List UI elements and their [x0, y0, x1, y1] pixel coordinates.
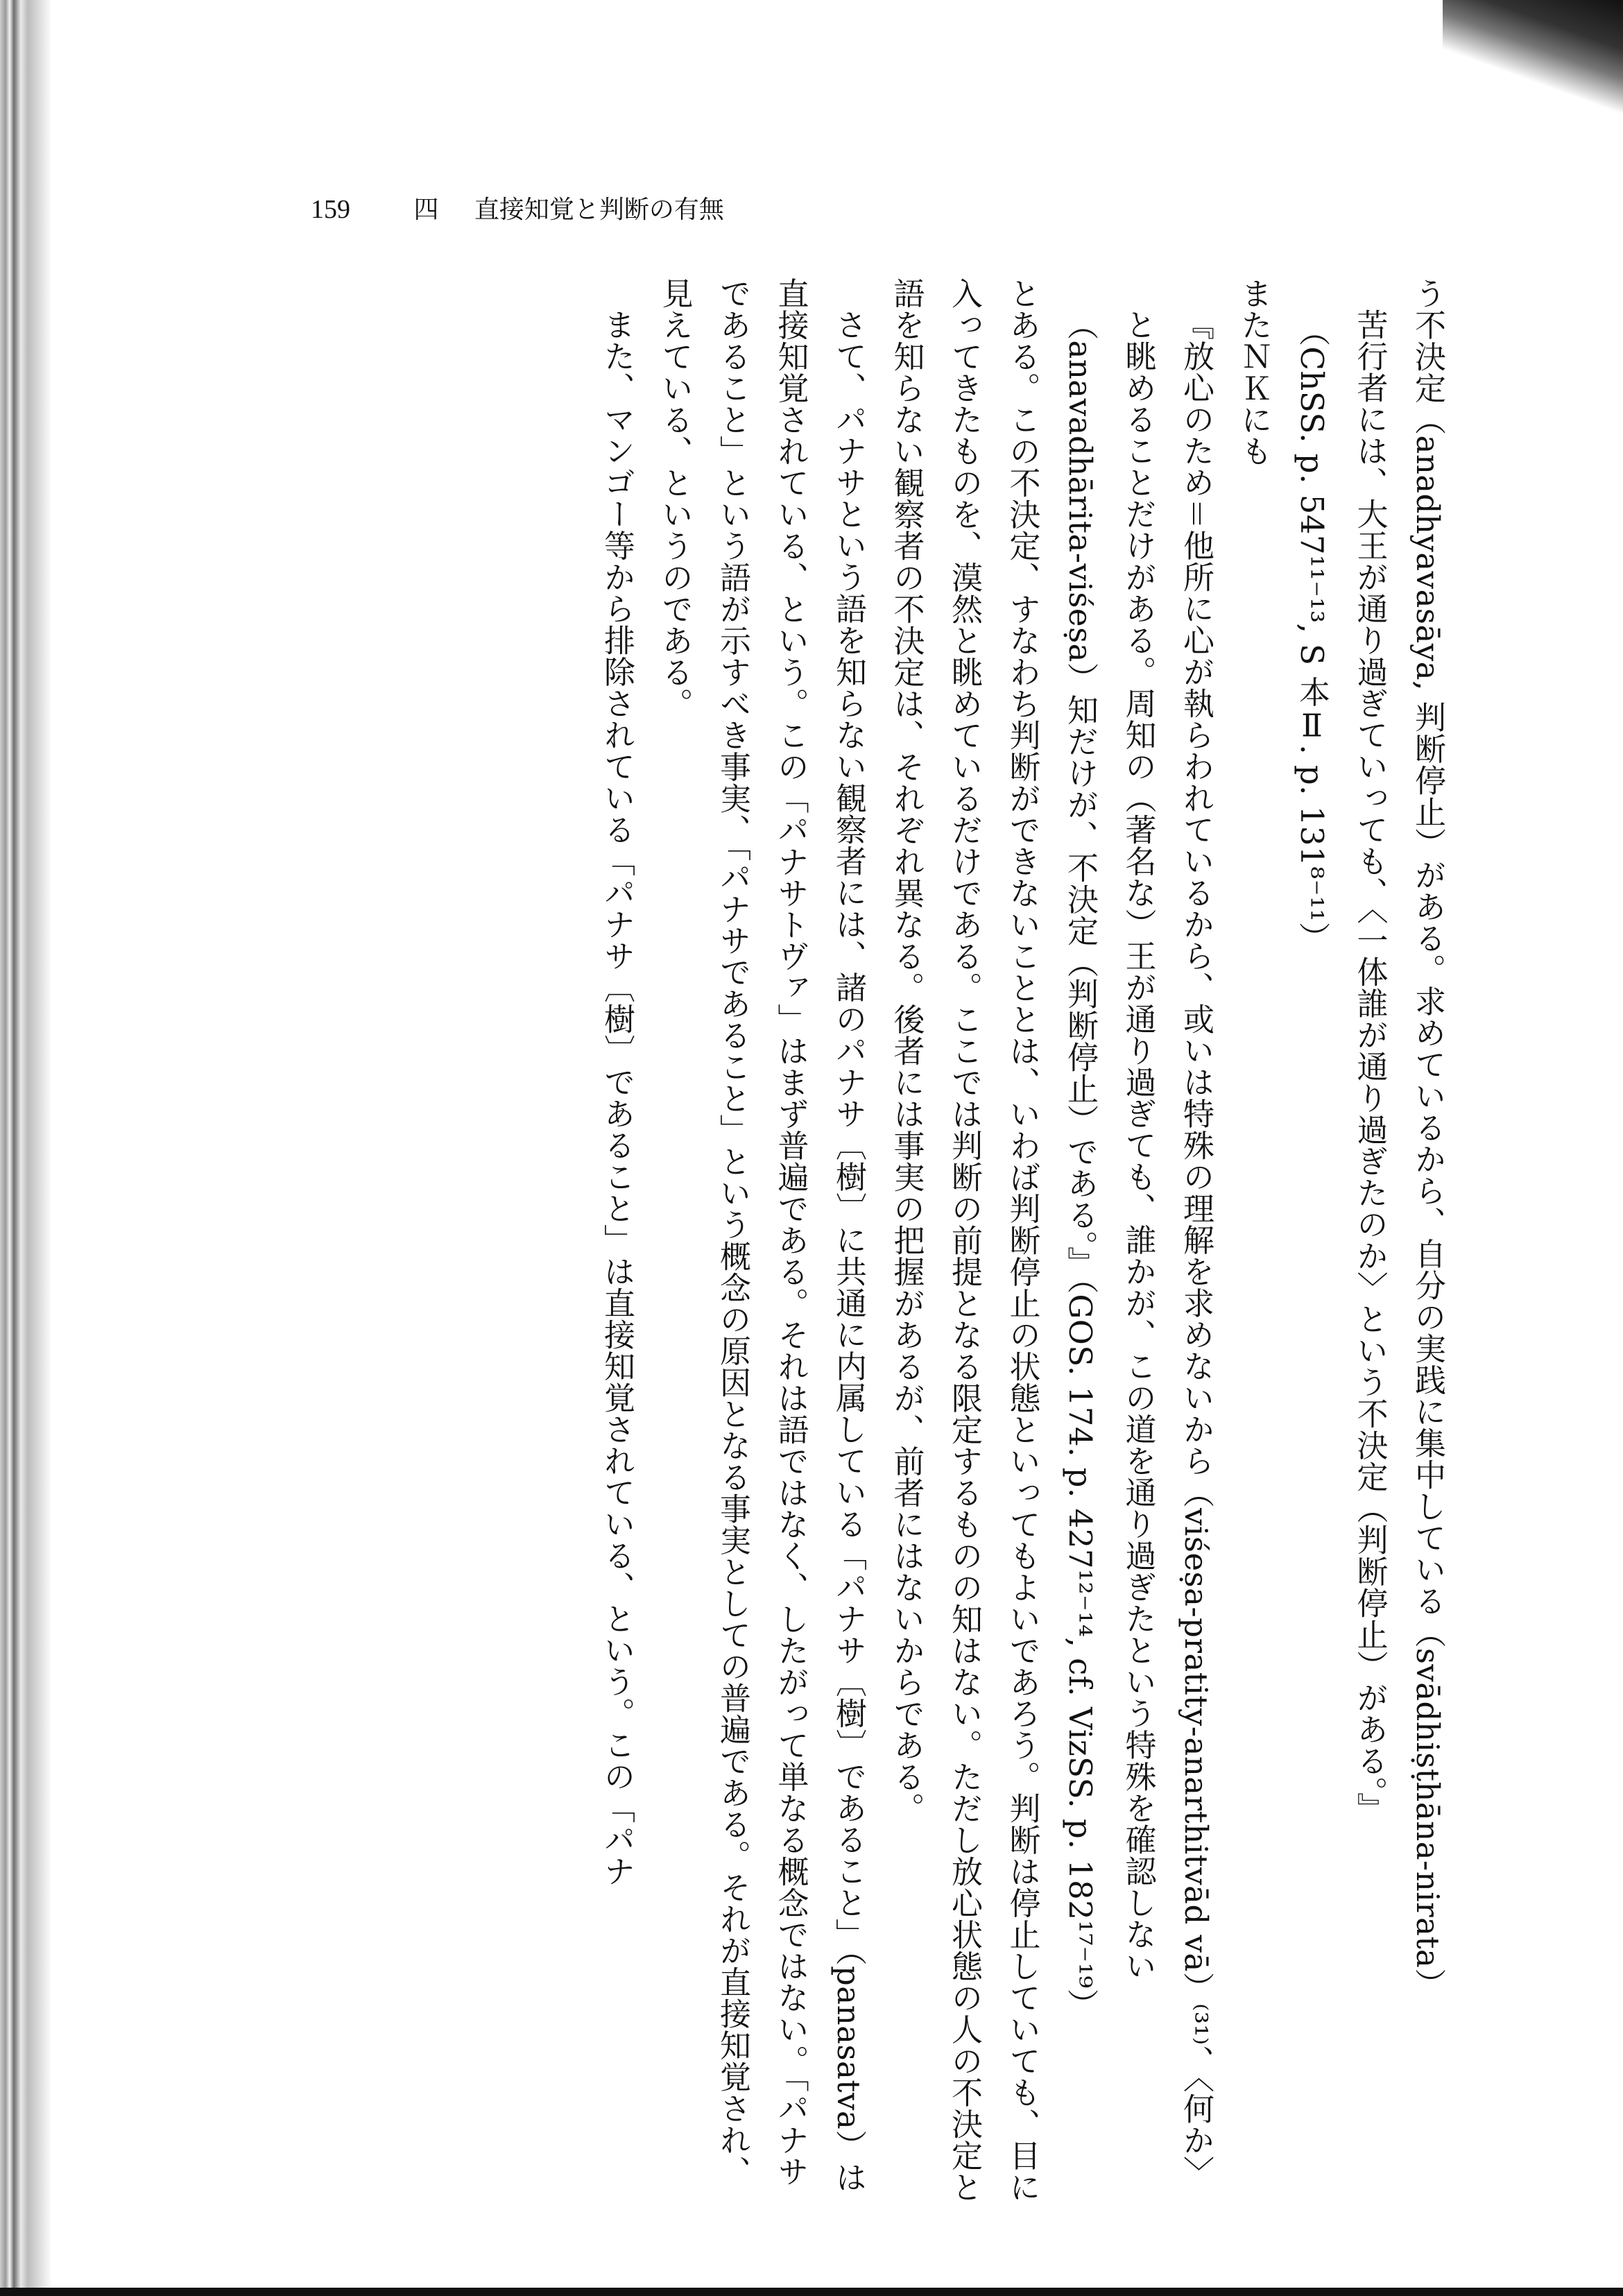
scan-corner-shadow	[1443, 0, 1623, 132]
page-number: 159	[311, 195, 350, 224]
paragraph: また、マンゴー等から排除されている「パナサ〔樹〕であること」は直接知覚されている、という。この「パナ	[599, 309, 635, 1887]
chapter-title: 直接知覚と判断の有無	[474, 196, 724, 224]
book-binding-shadow	[0, 0, 52, 2296]
citation: （ChSS. p. 547¹¹⁻¹³, S 本Ⅱ. p. 131⁸⁻¹¹）	[1294, 315, 1330, 954]
running-header	[311, 189, 724, 230]
paragraph-continued: う不決定（anadhyavasāya, 判断停止）がある。求めているから、自分の実践に集中している（svādhiṣṭhāna-nirata）	[1409, 277, 1446, 2000]
block-quote: 『放心のため＝他所に心が執らわれているから、或いは特殊の理解を求めないから（viśeṣa-pratity-anarthitvād vā）⁽³¹⁾、〈何か〉と眺めることだけがある。周知の（著名な）王が通り過ぎても、誰かが、この道を通り過ぎたという特殊を確認しない（anavadhārita-viśeṣa）知だけが、不決定（判断停止）である。』（GOS. 174. p. 427¹²⁻¹⁴, cf. VizSS. p. 182¹⁷⁻¹⁹）	[1062, 309, 1214, 2188]
paragraph: またＮＫにも	[1235, 277, 1273, 467]
paragraph: とある。この不決定、すなわち判断ができないこととは、いわば判断停止の状態といってもよいであろう。判断は停止していても、目に入ってきたものを、漠然と眺めているだけである。ここでは判断の前提となる限定するものの知はない。ただし放心状態の人の不決定と語を知らない観察者の不決定は、それぞれ異なる。後者には事実の把握があるが、前者にはないからである。	[888, 277, 1041, 2203]
chapter-number: 四	[413, 196, 439, 224]
paragraph-continued: 苦行者には、大王が通り過ぎていっても、〈一体誰が通り過ぎたのか〉という不決定（判断停止）がある。』	[1351, 309, 1389, 1824]
body-text	[291, 277, 1457, 2206]
paragraph: さて、パナサという語を知らない観察者には、諸のパナサ〔樹〕に共通に内属している「パナサ〔樹〕であること」（panasatva）は直接知覚されている、という。この「パナサトヴァ」はまず普遍である。それは語ではなく、したがって単なる概念ではない。「パナサであること」という語が示すべき事実、「パナサであること」という概念の原因となる事実としての普遍である。それが直接知覚され、見えている、というのである。	[656, 277, 867, 2193]
scan-bottom-edge	[0, 2288, 1623, 2296]
